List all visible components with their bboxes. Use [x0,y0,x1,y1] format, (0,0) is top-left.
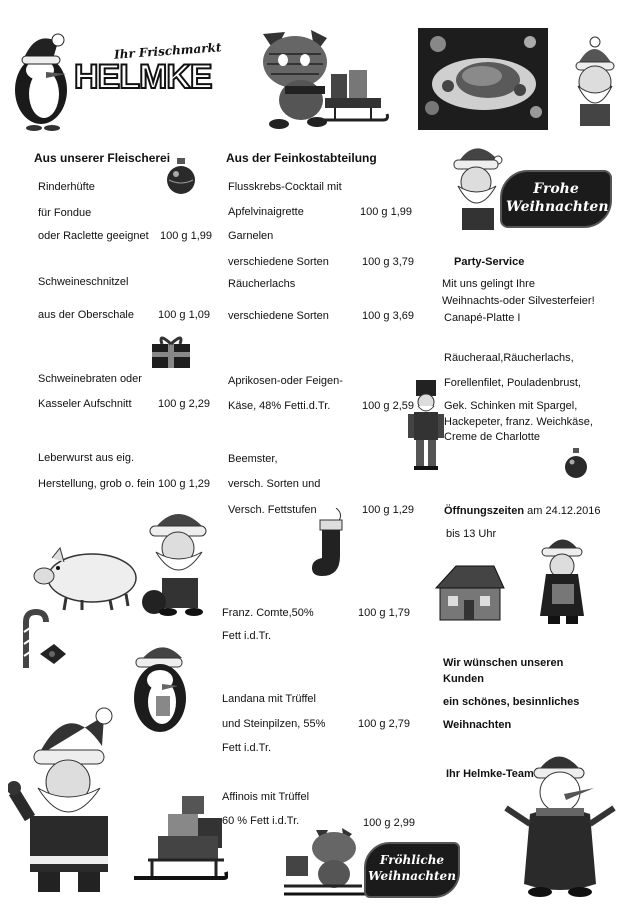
fleischerei-line: Kasseler Aufschnitt [38,398,132,410]
gingerbread-house-illustration [432,562,508,622]
opening-hours-date: am 24.12.2016 [527,505,601,517]
feinkost-line: Räucherlachs [228,278,296,290]
santa-waving-illustration [8,706,120,896]
frohe-weihnachten-banner [500,170,612,228]
party-line: Creme de Charlotte [444,431,540,443]
froehliche-weihnachten-banner [364,842,460,898]
greeting-line: Kunden [443,673,484,685]
candy-cane-holly-icon [10,608,70,672]
fleischerei-line: Rinderhüfte [38,181,95,193]
feinkost-line: Fett i.d.Tr. [222,742,272,754]
fleischerei-line: aus der Oberschale [38,309,134,321]
greeting-line: Weihnachten [443,719,512,731]
fleischerei-heading: Aus unserer Fleischerei [34,151,171,165]
feinkost-price: 100 g 1,79 [358,607,410,619]
feinkost-line: Landana mit Trüffel [222,693,316,705]
party-service-heading: Party-Service [454,256,525,268]
logo-tagline: Ihr Frischmarkt [113,40,222,62]
feinkost-price: 100 g 3,79 [362,256,414,268]
party-line: Räucheraal,Räucherlachs, [444,352,574,364]
feinkost-heading: Aus der Feinkostabteilung [226,151,377,165]
fleischerei-line: oder Raclette geeignet [38,230,149,242]
feinkost-price: 100 g 1,29 [362,504,414,516]
feinkost-line: Franz. Comte,50% [222,607,314,619]
feinkost-line: Aprikosen-oder Feigen- [228,375,343,387]
feinkost-line: verschiedene Sorten [228,256,329,268]
fleischerei-line: für Fondue [38,207,92,219]
feinkost-line: 60 % Fett i.d.Tr. [222,815,300,827]
feinkost-price: 100 g 3,69 [362,310,414,322]
fleischerei-price: 100 g 1,29 [158,478,210,490]
ornament-ball-icon [166,158,196,198]
banner-bottom-text: Fröhliche Weihnachten [368,853,456,883]
feinkost-line: Affinois mit Trüffel [222,791,310,803]
festive-dinner-photo [418,28,548,130]
opening-hours [444,505,601,518]
greeting-signature: Ihr Helmke-Team [446,768,534,780]
feinkost-price: 100 g 2,99 [363,817,415,829]
penguin-illustration [126,636,192,736]
feinkost-line: und Steinpilzen, 55% [222,718,326,730]
feinkost-line: Flusskrebs-Cocktail mit [228,181,342,193]
opening-hours-label: Öffnungszeiten [444,505,525,517]
feinkost-line: versch. Sorten und [228,478,321,490]
opening-hours-time: bis 13 Uhr [446,528,497,540]
child-with-gift-illustration [534,530,590,626]
santa-head-illustration [568,34,622,130]
feinkost-line: Apfelvinaigrette [228,206,304,218]
feinkost-price: 100 g 1,99 [360,206,412,218]
greeting-line: ein schönes, besinnliches [443,696,580,708]
santa-with-banner-illustration [450,136,504,232]
fleischerei-line: Schweinebraten oder [38,373,142,385]
banner-top-text: Frohe Weihnachten [506,181,609,215]
gift-box-icon [150,332,192,370]
sled-with-gifts-illustration [128,792,228,892]
party-line: Canapé-Platte I [444,312,521,324]
feinkost-line: Beemster, [228,453,278,465]
nutcracker-illustration [406,380,446,472]
feinkost-line: Garnelen [228,230,274,242]
party-line: Forellenfilet, Pouladenbrust, [444,377,581,389]
snowman-illustration [500,744,618,898]
cat-with-sled-small-illustration [282,824,368,900]
party-line: Hackepeter, franz. Weichkäse, [444,416,593,428]
party-line: Gek. Schinken mit Spargel, [444,400,578,412]
party-line: Mit uns gelingt Ihre [442,278,535,290]
fleischerei-line: Leberwurst aus eig. [38,452,134,464]
penguin-santa-hat-illustration [6,28,76,132]
fleischerei-price: 100 g 1,09 [158,309,210,321]
party-line: Weihnachts-oder Silvesterfeier! [442,295,595,307]
pig-illustration [30,544,140,612]
christmas-stocking-icon [308,508,348,580]
fleischerei-line: Herstellung, grob o. fein [38,478,155,490]
logo-name: HELMKE [74,58,212,96]
feinkost-line: Fett i.d.Tr. [222,630,272,642]
feinkost-line: Versch. Fettstufen [228,504,317,516]
santa-with-sack-illustration [142,502,218,618]
fleischerei-line: Schweineschnitzel [38,276,129,288]
feinkost-price: 100 g 2,59 [362,400,414,412]
greeting-line: Wir wünschen unseren [443,657,564,669]
helmke-logo [74,40,224,100]
feinkost-price: 100 g 2,79 [358,718,410,730]
feinkost-line: Käse, 48% Fetti.d.Tr. [228,400,331,412]
ornament-ball-small-icon [564,448,588,482]
fleischerei-price: 100 g 2,29 [158,398,210,410]
fleischerei-price: 100 g 1,99 [160,230,212,242]
feinkost-line: verschiedene Sorten [228,310,329,322]
cat-with-sled-illustration [255,24,395,134]
